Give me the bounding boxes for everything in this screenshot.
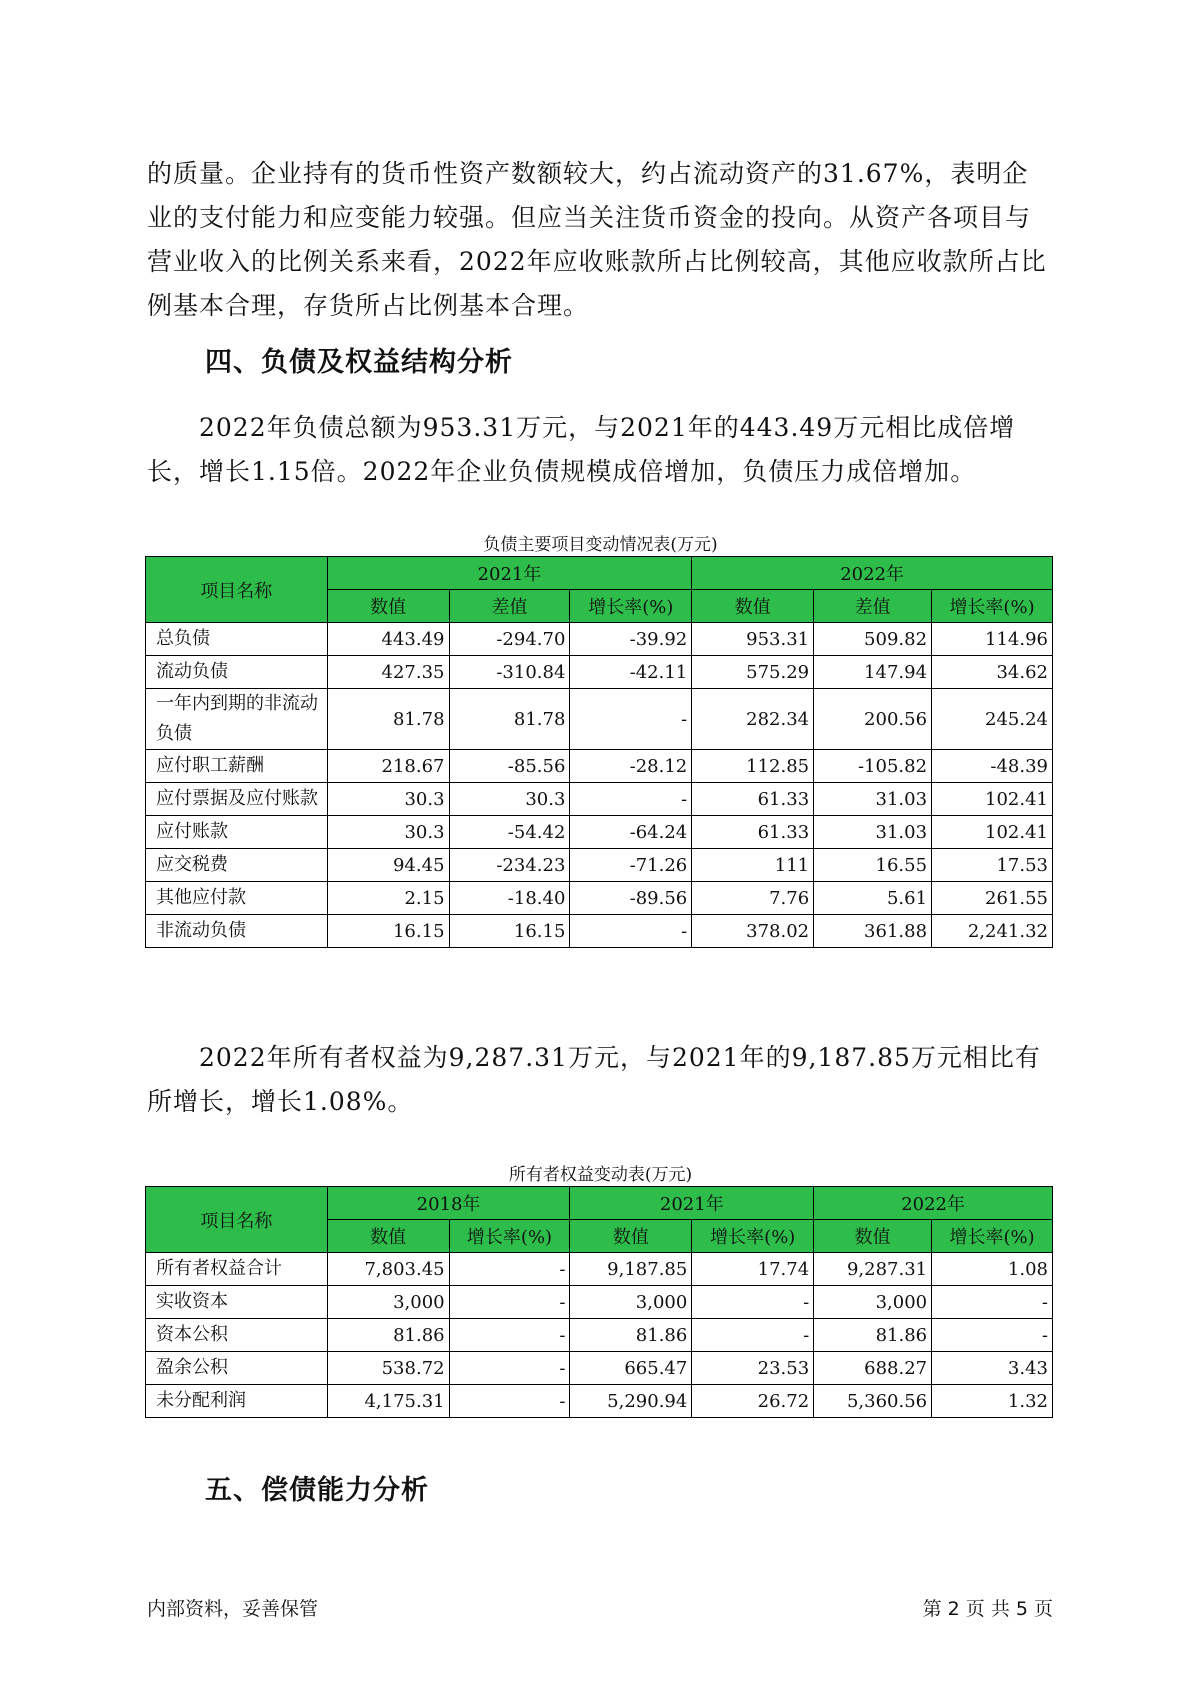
year-header: 2022年 bbox=[692, 557, 1053, 590]
table-cell: 282.34 bbox=[692, 689, 814, 750]
table-cell: - bbox=[692, 1286, 814, 1319]
sub-header: 差值 bbox=[814, 590, 932, 623]
sub-header: 差值 bbox=[449, 590, 570, 623]
table-cell: 688.27 bbox=[814, 1352, 932, 1385]
table-cell: - bbox=[570, 689, 692, 750]
sub-header: 增长率(%) bbox=[570, 590, 692, 623]
table-cell: 509.82 bbox=[814, 623, 932, 656]
table-cell: 3.43 bbox=[932, 1352, 1053, 1385]
table-cell: 30.3 bbox=[327, 816, 449, 849]
table-cell: 102.41 bbox=[932, 783, 1053, 816]
table-cell: 7,803.45 bbox=[327, 1253, 449, 1286]
table-row bbox=[146, 783, 1053, 816]
name-header: 项目名称 bbox=[146, 557, 328, 623]
table-cell: 61.33 bbox=[692, 783, 814, 816]
footer-note: 内部资料，妥善保管 bbox=[147, 1598, 319, 1620]
sub-header: 数值 bbox=[570, 1220, 692, 1253]
table-cell: 94.45 bbox=[327, 849, 449, 882]
sub-header: 数值 bbox=[814, 1220, 932, 1253]
year-header: 2021年 bbox=[327, 557, 692, 590]
table-cell: 61.33 bbox=[692, 816, 814, 849]
table-row bbox=[146, 1253, 1053, 1286]
table-row bbox=[146, 1286, 1053, 1319]
table-cell: 3,000 bbox=[814, 1286, 932, 1319]
table-cell: 261.55 bbox=[932, 882, 1053, 915]
row-name: 应付职工薪酬 bbox=[146, 750, 328, 783]
row-name: 一年内到期的非流动负债 bbox=[146, 689, 328, 750]
row-name: 其他应付款 bbox=[146, 882, 328, 915]
table-cell: - bbox=[692, 1319, 814, 1352]
equity-table bbox=[145, 1186, 1053, 1418]
table-row bbox=[146, 689, 1053, 750]
equity-table-caption: 所有者权益变动表(万元) bbox=[508, 1165, 693, 1185]
table-cell: -42.11 bbox=[570, 656, 692, 689]
table-row bbox=[146, 849, 1053, 882]
table-cell: - bbox=[449, 1385, 570, 1418]
section-heading-liabilities: 四、负债及权益结构分析 bbox=[205, 347, 513, 378]
table-cell: 30.3 bbox=[327, 783, 449, 816]
row-name: 应交税费 bbox=[146, 849, 328, 882]
table-cell: 427.35 bbox=[327, 656, 449, 689]
table-cell: - bbox=[449, 1352, 570, 1385]
table-cell: 378.02 bbox=[692, 915, 814, 948]
table-cell: 2.15 bbox=[327, 882, 449, 915]
table-cell: 17.74 bbox=[692, 1253, 814, 1286]
sub-header: 增长率(%) bbox=[449, 1220, 570, 1253]
table-cell: 3,000 bbox=[570, 1286, 692, 1319]
table-row bbox=[146, 1385, 1053, 1418]
liability-table-caption: 负债主要项目变动情况表(万元) bbox=[483, 535, 718, 555]
table-cell: 218.67 bbox=[327, 750, 449, 783]
table-cell: 953.31 bbox=[692, 623, 814, 656]
table-cell: 5,360.56 bbox=[814, 1385, 932, 1418]
table-cell: - bbox=[570, 915, 692, 948]
table-cell: 81.78 bbox=[327, 689, 449, 750]
table-cell: -310.84 bbox=[449, 656, 570, 689]
table-cell: 9,187.85 bbox=[570, 1253, 692, 1286]
table-cell: 4,175.31 bbox=[327, 1385, 449, 1418]
table-cell: 361.88 bbox=[814, 915, 932, 948]
table-row bbox=[146, 1319, 1053, 1352]
table-cell: 3,000 bbox=[327, 1286, 449, 1319]
row-name: 未分配利润 bbox=[146, 1385, 328, 1418]
section-heading-solvency: 五、偿债能力分析 bbox=[205, 1475, 429, 1506]
table-cell: 5.61 bbox=[814, 882, 932, 915]
table-cell: 30.3 bbox=[449, 783, 570, 816]
row-name: 流动负债 bbox=[146, 656, 328, 689]
table-cell: 16.15 bbox=[449, 915, 570, 948]
table-cell: - bbox=[449, 1319, 570, 1352]
row-name: 资本公积 bbox=[146, 1319, 328, 1352]
table-cell: 31.03 bbox=[814, 816, 932, 849]
table-cell: 147.94 bbox=[814, 656, 932, 689]
table-cell: 26.72 bbox=[692, 1385, 814, 1418]
table-cell: 200.56 bbox=[814, 689, 932, 750]
sub-header: 增长率(%) bbox=[932, 1220, 1053, 1253]
table-cell: 34.62 bbox=[932, 656, 1053, 689]
table-cell: -89.56 bbox=[570, 882, 692, 915]
row-name: 盈余公积 bbox=[146, 1352, 328, 1385]
sub-header: 数值 bbox=[327, 590, 449, 623]
table-cell: 5,290.94 bbox=[570, 1385, 692, 1418]
table-row bbox=[146, 915, 1053, 948]
table-cell: 245.24 bbox=[932, 689, 1053, 750]
table-cell: 16.55 bbox=[814, 849, 932, 882]
table-cell: -294.70 bbox=[449, 623, 570, 656]
year-header: 2022年 bbox=[814, 1187, 1053, 1220]
table-cell: 112.85 bbox=[692, 750, 814, 783]
row-name: 总负债 bbox=[146, 623, 328, 656]
table-cell: 1.32 bbox=[932, 1385, 1053, 1418]
table-cell: -18.40 bbox=[449, 882, 570, 915]
table-cell: -85.56 bbox=[449, 750, 570, 783]
table-cell: 81.86 bbox=[570, 1319, 692, 1352]
row-name: 实收资本 bbox=[146, 1286, 328, 1319]
table-cell: - bbox=[449, 1286, 570, 1319]
table-cell: -234.23 bbox=[449, 849, 570, 882]
table-cell: 443.49 bbox=[327, 623, 449, 656]
table-row bbox=[146, 656, 1053, 689]
table-cell: 111 bbox=[692, 849, 814, 882]
table-cell: 16.15 bbox=[327, 915, 449, 948]
table-cell: 7.76 bbox=[692, 882, 814, 915]
table-cell: 81.86 bbox=[814, 1319, 932, 1352]
table-cell: 102.41 bbox=[932, 816, 1053, 849]
table-cell: 538.72 bbox=[327, 1352, 449, 1385]
row-name: 所有者权益合计 bbox=[146, 1253, 328, 1286]
table-cell: -28.12 bbox=[570, 750, 692, 783]
row-name: 应付账款 bbox=[146, 816, 328, 849]
table-cell: 114.96 bbox=[932, 623, 1053, 656]
table-row bbox=[146, 816, 1053, 849]
table-cell: 17.53 bbox=[932, 849, 1053, 882]
table-cell: -64.24 bbox=[570, 816, 692, 849]
equity-paragraph: 2022年所有者权益为9,287.31万元，与2021年的9,187.85万元相比有所增长，增长1.08%。 bbox=[147, 1043, 1041, 1116]
row-name: 应付票据及应付账款 bbox=[146, 783, 328, 816]
liability-paragraph: 2022年负债总额为953.31万元，与2021年的443.49万元相比成倍增长，增长1.15倍。2022年企业负债规模成倍增加，负债压力成倍增加。 bbox=[147, 413, 1016, 486]
table-cell: - bbox=[932, 1319, 1053, 1352]
table-cell: -54.42 bbox=[449, 816, 570, 849]
sub-header: 增长率(%) bbox=[932, 590, 1053, 623]
table-cell: 23.53 bbox=[692, 1352, 814, 1385]
table-cell: -39.92 bbox=[570, 623, 692, 656]
table-row bbox=[146, 750, 1053, 783]
sub-header: 数值 bbox=[692, 590, 814, 623]
table-cell: - bbox=[932, 1286, 1053, 1319]
table-cell: 2,241.32 bbox=[932, 915, 1053, 948]
table-cell: 575.29 bbox=[692, 656, 814, 689]
table-cell: 665.47 bbox=[570, 1352, 692, 1385]
table-cell: -105.82 bbox=[814, 750, 932, 783]
row-name: 非流动负债 bbox=[146, 915, 328, 948]
year-header: 2021年 bbox=[570, 1187, 814, 1220]
table-cell: -71.26 bbox=[570, 849, 692, 882]
sub-header: 增长率(%) bbox=[692, 1220, 814, 1253]
table-cell: -48.39 bbox=[932, 750, 1053, 783]
sub-header: 数值 bbox=[327, 1220, 449, 1253]
table-cell: 31.03 bbox=[814, 783, 932, 816]
table-cell: - bbox=[449, 1253, 570, 1286]
name-header: 项目名称 bbox=[146, 1187, 328, 1253]
table-cell: 81.86 bbox=[327, 1319, 449, 1352]
table-cell: 1.08 bbox=[932, 1253, 1053, 1286]
table-row bbox=[146, 623, 1053, 656]
table-cell: - bbox=[570, 783, 692, 816]
table-cell: 9,287.31 bbox=[814, 1253, 932, 1286]
page-number: 第 2 页 共 5 页 bbox=[922, 1598, 1053, 1620]
liability-table bbox=[145, 556, 1053, 948]
table-row bbox=[146, 882, 1053, 915]
year-header: 2018年 bbox=[327, 1187, 570, 1220]
table-row bbox=[146, 1352, 1053, 1385]
table-cell: 81.78 bbox=[449, 689, 570, 750]
intro-paragraph: 的质量。企业持有的货币性资产数额较大，约占流动资产的31.67%，表明企业的支付能力和应变能力较强。但应当关注货币资金的投向。从资产各项目与营业收入的比例关系来看，2022年应收账款所占比例较高，其他应收款所占比例基本合理，存货所占比例基本合理。 bbox=[147, 159, 1047, 320]
